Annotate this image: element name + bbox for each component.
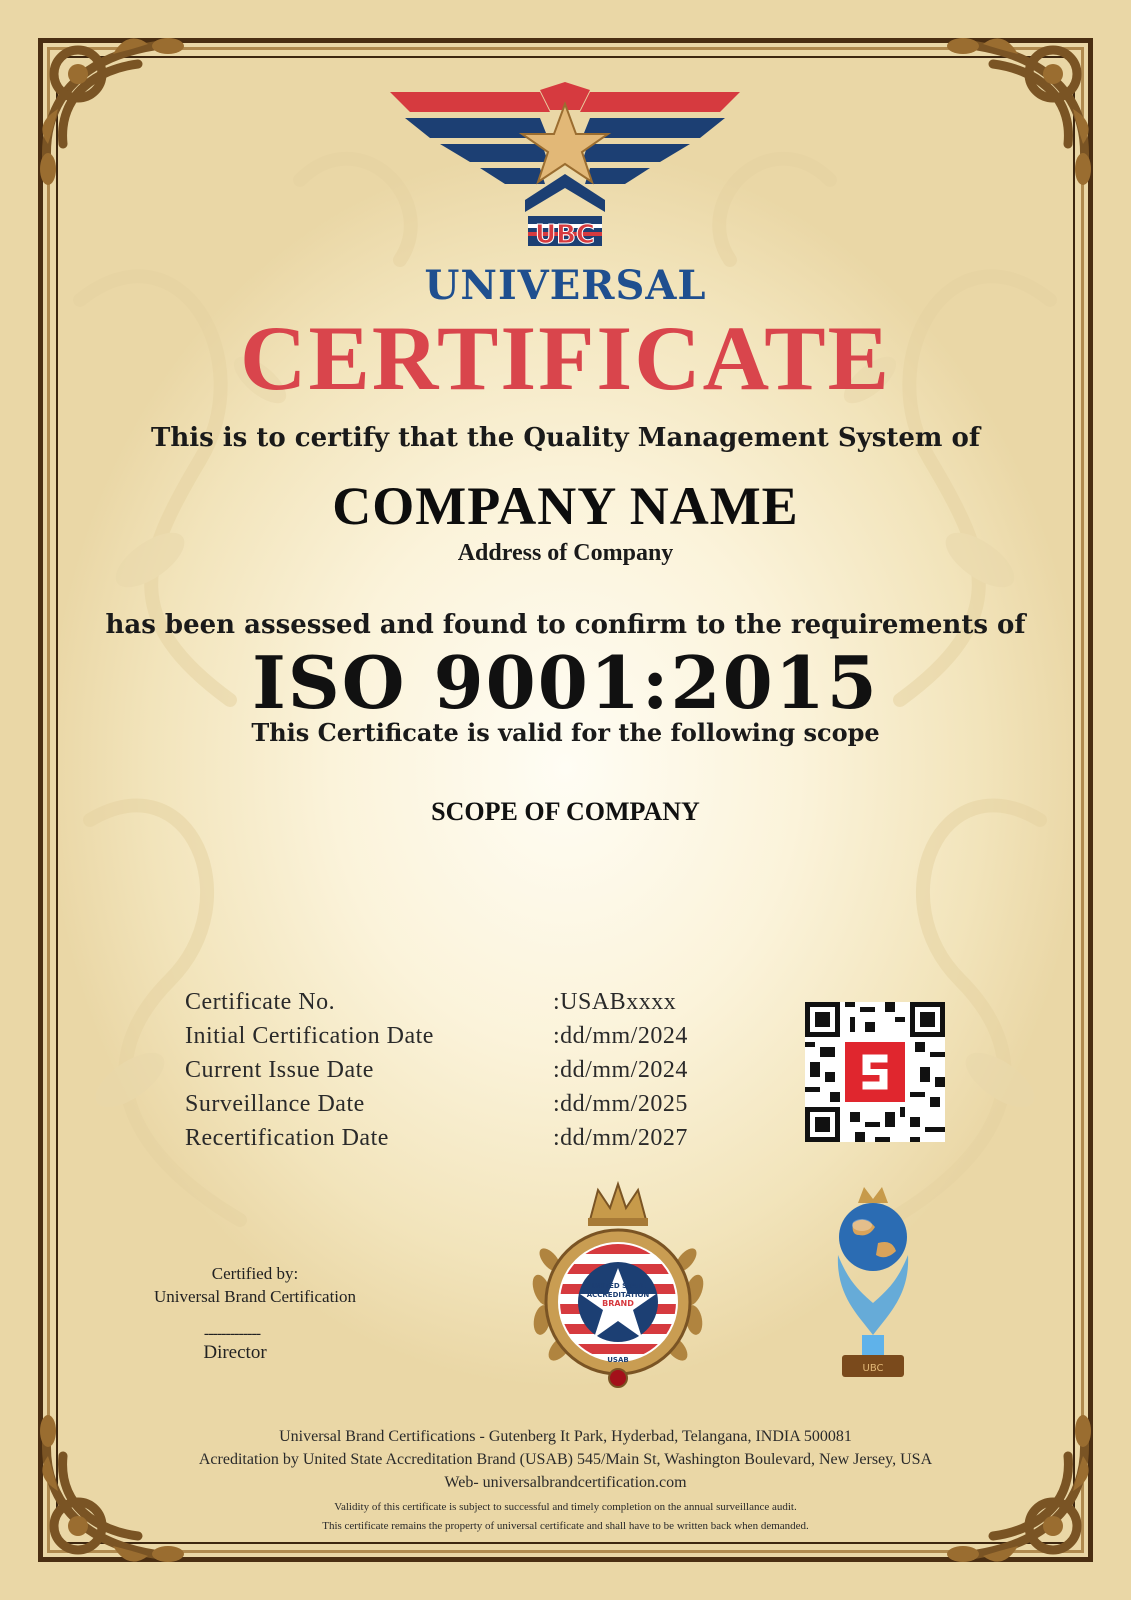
detail-label: Surveillance Date [185, 1090, 365, 1117]
company-address: Address of Company [457, 540, 674, 566]
corner-ornament-icon [923, 14, 1113, 204]
detail-row [185, 1087, 725, 1121]
validity-note: Validity of this certificate is subject to successful and timely completion on the annual surveillance audit. [334, 1501, 797, 1513]
detail-row [185, 1019, 725, 1053]
standard-name: ISO 9001:2015 [252, 640, 879, 725]
detail-label: Initial Certification Date [185, 1022, 434, 1049]
seal-line-1: UNITED STATE [590, 1282, 646, 1290]
logo-monogram: UBC [534, 220, 596, 250]
eagle-star-logo-icon [390, 82, 740, 252]
seal-line-3: BRAND [602, 1299, 634, 1308]
detail-label: Recertification Date [185, 1124, 389, 1151]
globe-trophy-icon [818, 1185, 928, 1385]
detail-row [185, 985, 725, 1019]
certified-by-label: Certified by: [211, 1264, 299, 1283]
validity-statement: This Certificate is valid for the following scope [251, 718, 880, 747]
footer-website[interactable]: Web- universalbrandcertification.com [444, 1474, 687, 1491]
trophy-label: UBC [862, 1363, 884, 1374]
qr-code-icon[interactable] [805, 1002, 945, 1142]
detail-label: Certificate No. [185, 988, 336, 1015]
certificate-details [185, 985, 725, 1155]
company-name: COMPANY NAME [332, 476, 799, 536]
brand-name: UNIVERSAL [424, 262, 707, 309]
detail-value: :dd/mm/2025 [553, 1090, 688, 1117]
company-scope: SCOPE OF COMPANY [431, 797, 700, 826]
footer-notes [0, 1498, 1131, 1536]
footer-address: Universal Brand Certifications - Gutenberg It Park, Hyderbad, Telangana, INDIA 500081 [279, 1428, 852, 1445]
seal-monogram: USAB [607, 1356, 629, 1364]
detail-value: :dd/mm/2027 [553, 1124, 688, 1151]
signature-line: ------------- [203, 1325, 261, 1342]
detail-label: Current Issue Date [185, 1056, 374, 1083]
certificate-title: CERTIFICATE [240, 307, 891, 409]
detail-value: :dd/mm/2024 [553, 1022, 688, 1049]
corner-ornament-icon [18, 14, 208, 204]
seal-line-2: ACCREDITATION [586, 1291, 650, 1299]
detail-row [185, 1121, 725, 1155]
accreditation-seal-icon [520, 1180, 716, 1395]
certifying-organization: Universal Brand Certification [153, 1287, 357, 1306]
signatory-role: Director [203, 1342, 267, 1363]
detail-value: :dd/mm/2024 [553, 1056, 688, 1083]
assessment-statement: has been assessed and found to confirm to the requirements of [105, 610, 1026, 640]
footer [0, 1425, 1131, 1494]
detail-row [185, 1053, 725, 1087]
certified-by-block [120, 1262, 390, 1308]
certify-statement: This is to certify that the Quality Management System of [150, 423, 981, 453]
detail-value: :USABxxxx [553, 988, 677, 1015]
property-note: This certificate remains the property of universal certificate and shall have to be written back when demanded. [322, 1520, 809, 1532]
footer-accreditation: Acreditation by United State Accreditation Brand (USAB) 545/Main St, Washington Boulevard, New Jersey, USA [198, 1451, 933, 1468]
